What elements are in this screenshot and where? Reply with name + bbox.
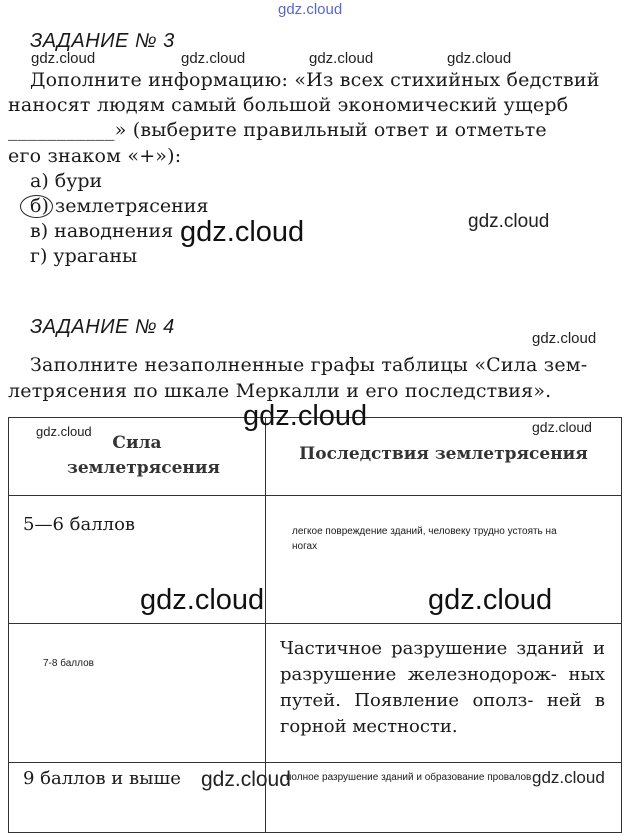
- table-row: [9, 763, 622, 833]
- watermark: gdz.cloud: [243, 400, 368, 432]
- force-value: 9 баллов и выше: [23, 768, 181, 789]
- force-value: 7-8 баллов: [43, 658, 94, 669]
- watermark: gdz.cloud: [180, 216, 305, 248]
- watermark: gdz.cloud: [278, 1, 343, 18]
- task3-text-line: наносят людям самый большой экономический ущерб: [8, 94, 569, 116]
- task3-title: ЗАДАНИЕ № 3: [30, 30, 175, 52]
- header-force: Сила землетрясения: [67, 433, 220, 478]
- task4-text-line: Заполните незаполненные графы таблицы «Сила зем-: [30, 354, 588, 376]
- task3-text-line: Дополните информацию: «Из всех стихийных бедствий: [30, 69, 600, 91]
- watermark: gdz.cloud: [181, 50, 246, 67]
- table-row: [9, 624, 622, 763]
- table-cell: [266, 624, 622, 763]
- effects-value: Частичное разрушение зданий и разрушение железнодорож- ных путей. Появление ополз- ней в горной местности.: [280, 638, 605, 737]
- table-cell: [9, 624, 266, 763]
- watermark: gdz.cloud: [36, 424, 92, 439]
- earthquake-table: [8, 417, 622, 833]
- watermark: gdz.cloud: [532, 419, 592, 435]
- effects-value: полное разрушение зданий и образование провалов: [286, 772, 532, 783]
- watermark: gdz.cloud: [447, 50, 512, 67]
- watermark: gdz.cloud: [201, 768, 291, 791]
- option-b: б) землетрясения: [30, 195, 209, 217]
- task3-text-line: его знаком «+»):: [8, 145, 182, 167]
- watermark: gdz.cloud: [428, 584, 553, 616]
- option-d: г) ураганы: [30, 245, 138, 267]
- option-c: в) наводнения: [30, 220, 174, 242]
- task4-title: ЗАДАНИЕ № 4: [30, 316, 175, 338]
- header-effects: Последствия землетрясения: [299, 444, 588, 464]
- effects-value: легкое повреждение зданий, человеку трудно устоять на ногах: [292, 526, 557, 552]
- option-a: а) бури: [30, 170, 103, 192]
- task3-text-line: ___________» (выберите правильный ответ и отметьте: [8, 119, 547, 141]
- watermark: gdz.cloud: [532, 330, 597, 347]
- task4-text-line: летрясения по шкале Меркалли и его последствия».: [8, 380, 552, 402]
- watermark: gdz.cloud: [532, 768, 605, 787]
- watermark: gdz.cloud: [140, 584, 265, 616]
- force-value: 5—6 баллов: [23, 514, 136, 535]
- watermark: gdz.cloud: [31, 50, 96, 67]
- watermark: gdz.cloud: [309, 50, 374, 67]
- watermark: gdz.cloud: [468, 211, 550, 232]
